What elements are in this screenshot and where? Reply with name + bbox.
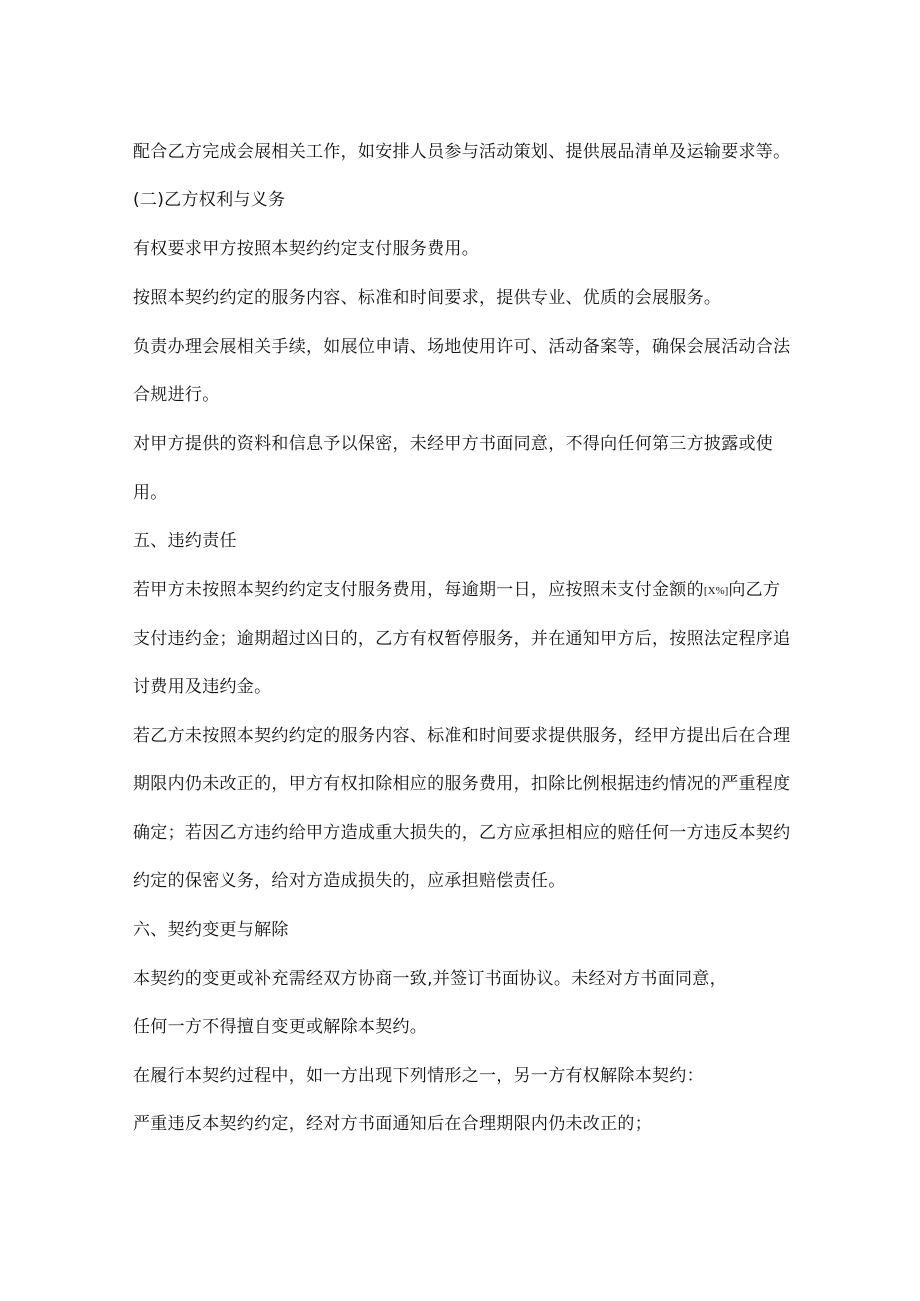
- section-heading-breach-liability: 五、违约责任: [133, 531, 237, 551]
- line-10-before: 若甲方未按照本契约约定支付服务费用，每逾期一日，应按照未支付金额的: [133, 580, 704, 600]
- paragraph-line-14: 期限内仍未改正的，甲方有权扣除相应的服务费用，扣除比例根据违约情况的严重程度: [133, 774, 791, 794]
- paragraph-line-19: 任何一方不得擅自变更或解除本契约。: [133, 1017, 428, 1037]
- paragraph-line-13: 若乙方未按照本契约约定的服务内容、标准和时间要求提供服务，经甲方提出后在合理: [133, 726, 791, 746]
- percentage-placeholder: [X%]: [703, 585, 729, 597]
- paragraph-line-12: 讨费用及违约金。: [133, 677, 272, 697]
- paragraph-line-3: 有权要求甲方按照本契约约定支付服务费用。: [133, 239, 479, 259]
- paragraph-line-8: 用。: [133, 483, 168, 503]
- paragraph-line-1: 配合乙方完成会展相关工作，如安排人员参与活动策划、提供展品清单及运输要求等。: [133, 142, 791, 162]
- paragraph-line-16: 约定的保密义务，给对方造成损失的，应承担赔偿责任。: [133, 871, 566, 891]
- line-10-after: 向乙方: [728, 580, 781, 600]
- paragraph-line-10: [133, 578, 793, 603]
- paragraph-line-4: 按照本契约约定的服务内容、标准和时间要求，提供专业、优质的会展服务。: [133, 288, 722, 308]
- paragraph-line-18: 本契约的变更或补充需经双方协商一致,并签订书面协议。未经对方书面同意，: [133, 969, 727, 989]
- paragraph-line-11: 支付违约金；逾期超过凶日的，乙方有权暂停服务，并在通知甲方后，按照法定程序追: [133, 629, 791, 649]
- paragraph-line-5: 负责办理会展相关手续，如展位申请、场地使用许可、活动备案等，确保会展活动合法: [133, 337, 791, 357]
- paragraph-line-6: 合规进行。: [133, 385, 220, 405]
- paragraph-line-21: 严重违反本契约约定，经对方书面通知后在合理期限内仍未改正的；: [133, 1114, 652, 1134]
- section-heading-contract-change: 六、契约变更与解除: [133, 920, 289, 940]
- section-heading-party-b-rights: (二)乙方权利与义务: [133, 190, 286, 210]
- paragraph-line-15: 确定；若因乙方违约给甲方造成重大损失的，乙方应承担相应的赔任何一方违反本契约: [133, 823, 791, 843]
- paragraph-line-7: 对甲方提供的资料和信息予以保密，未经甲方书面同意，不得向任何第三方披露或使: [133, 434, 774, 454]
- paragraph-line-20: 在履行本契约过程中，如一方出现下列情形之一，另一方有权解除本契约：: [133, 1066, 704, 1086]
